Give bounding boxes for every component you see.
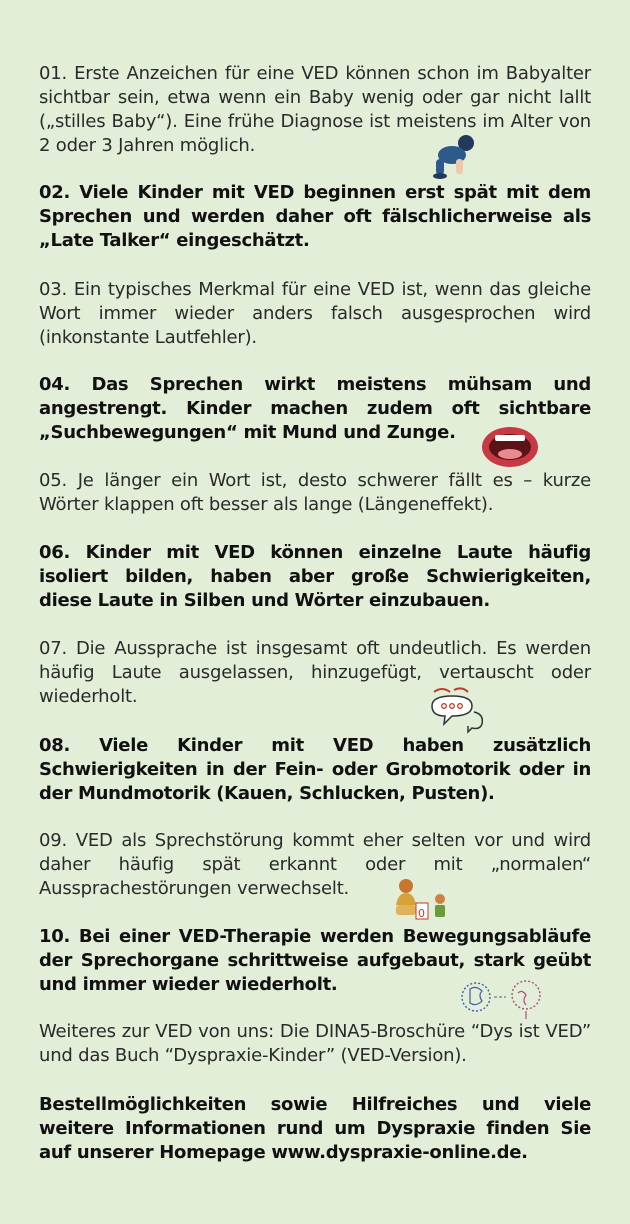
speech-bubbles-icon (428, 686, 486, 734)
item-05: 05. Je länger ein Wort ist, desto schwerer fällt es – kurze Wörter klappen oft besser als lange (Längeneffekt). (39, 470, 591, 515)
faces-in-profile-icon (456, 975, 548, 1021)
open-mouth-icon (480, 424, 540, 470)
crawling-baby-icon (426, 133, 478, 181)
item-09: 09. VED als Sprechstörung kommt eher selten vor und wird daher häufig spät erkannt oder mit „normalen“ Aussprachestörungen verwechselt. (39, 830, 591, 899)
item-10: 10. Bei einer VED-Therapie werden Bewegungsabläufe der Sprechorgane schrittweise aufgebaut, stark geübt und immer wieder wiederholt. (39, 926, 591, 995)
more-info: Weiteres zur VED von uns: Die DINA5-Broschüre “Dys ist VED” und das Buch “Dyspraxie-Kinder” (VED-Version). (39, 1021, 591, 1066)
item-03: 03. Ein typisches Merkmal für eine VED ist, wenn das gleiche Wort immer wieder anders falsch ausgesprochen wird (inkonstante Lautfehler). (39, 279, 591, 348)
item-01: 01. Erste Anzeichen für eine VED können schon im Babyalter sichtbar sein, etwa wenn ein Baby wenig oder gar nicht lallt („stilles Baby“). Eine frühe Diagnose ist meistens im Alter von 2 oder 3 Jahren möglich. (39, 63, 591, 156)
svg-text:0: 0 (418, 907, 425, 920)
item-04: 04. Das Sprechen wirkt meistens mühsam und angestrengt. Kinder machen zudem oft sichtbare „Suchbewegungen“ mit Mund und Zunge. (39, 374, 591, 443)
item-07: 07. Die Aussprache ist insgesamt oft undeutlich. Es werden häufig Laute ausgelassen, hinzugefügt, vertauscht oder wiederholt. (39, 638, 591, 707)
item-02: 02. Viele Kinder mit VED beginnen erst spät mit dem Sprechen und werden daher oft fälschlicherweise als „Late Talker“ eingeschätzt. (39, 182, 591, 251)
homepage-note: Bestellmöglichkeiten sowie Hilfreiches und viele weitere Informationen rund um Dyspraxie finden Sie auf unserer Homepage www.dyspraxie-online.de. (39, 1094, 591, 1163)
item-08: 08. Viele Kinder mit VED haben zusätzlich Schwierigkeiten in der Fein- oder Grobmotorik oder in der Mundmotorik (Kauen, Schlucken, Pusten). (39, 735, 591, 804)
children-playing-icon (390, 877, 454, 923)
item-06: 06. Kinder mit VED können einzelne Laute häufig isoliert bilden, haben aber große Schwierigkeiten, diese Laute in Silben und Wörter einzubauen. (39, 542, 591, 611)
